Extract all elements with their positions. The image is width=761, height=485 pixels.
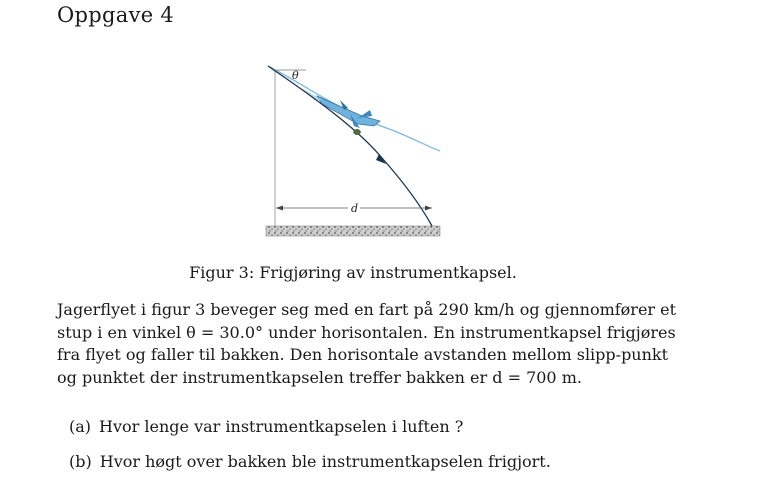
figure-caption: Figur 3: Frigjøring av instrumentkapsel.	[189, 263, 517, 282]
question-label: (b)	[69, 452, 92, 471]
problem-text-line-3: fra flyet og faller til bakken. Den horisontale avstanden mellom slipp-punkt	[57, 345, 669, 364]
jet-icon	[302, 88, 380, 128]
figure-instrument-release	[262, 58, 446, 244]
problem-text	[57, 299, 677, 389]
problem-text-line-4: og punktet der instrumentkapselen treffer bakken er d = 700 m.	[57, 367, 582, 387]
problem-text-line-2: stup i en vinkel θ = 30.0° under horisontalen. En instrumentkapsel frigjøres	[57, 322, 676, 342]
question-b	[69, 452, 551, 471]
question-a	[69, 417, 463, 436]
angle-label: θ	[292, 69, 299, 82]
problem-heading: Oppgave 4	[57, 3, 175, 27]
distance-arrow-right-icon	[425, 206, 432, 211]
problem-text-line-1: Jagerflyet i figur 3 beveger seg med en fart på 290 km/h og gjennomfører et	[57, 300, 677, 319]
question-text: Hvor høgt over bakken ble instrumentkapselen frigjort.	[99, 452, 551, 471]
distance-label: d	[351, 202, 359, 215]
distance-arrow-left-icon	[276, 206, 283, 211]
trajectory-arrow-icon	[376, 154, 386, 164]
instrument-capsule	[354, 129, 361, 134]
question-text: Hvor lenge var instrumentkapselen i luften ?	[99, 417, 464, 436]
ground	[266, 226, 440, 236]
question-label: (a)	[69, 417, 92, 436]
